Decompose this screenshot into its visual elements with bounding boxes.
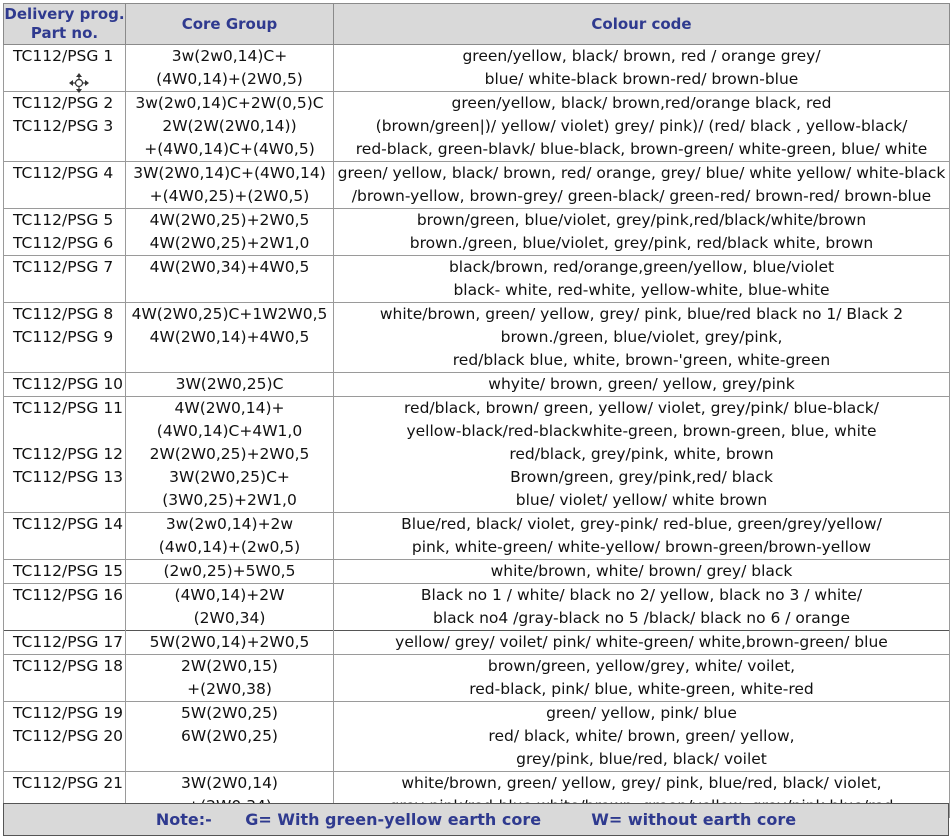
- colour-code-cell: [334, 326, 950, 373]
- colour-code-cell: [334, 584, 950, 631]
- part-no-cell: TC112/PSG 10: [4, 373, 126, 397]
- header-colour-code: Colour code: [334, 4, 950, 45]
- table-row: [4, 373, 950, 397]
- table-row: [4, 115, 950, 162]
- table-row: [4, 513, 950, 560]
- table-row: [4, 326, 950, 373]
- part-no-cell: TC112/PSG 20: [4, 725, 126, 772]
- core-group-cell: [126, 443, 334, 466]
- table-row: [4, 92, 950, 116]
- colour-code-line: brown/green, blue/violet, grey/pink,red/black/white/brown: [416, 211, 867, 229]
- core-group-line: 3W(2W0,14): [181, 774, 278, 792]
- core-group-cell: [126, 725, 334, 772]
- table-row: [4, 655, 950, 702]
- colour-code-line: /brown-yellow, brown-grey/ green-black/ green-red/ brown-red/ brown-blue: [351, 187, 932, 205]
- core-group-cell: [126, 655, 334, 702]
- core-group-line: 5W(2W0,14)+2W0,5: [149, 633, 310, 651]
- colour-code-cell: [334, 45, 950, 92]
- core-group-cell: [126, 702, 334, 726]
- colour-code-cell: [334, 466, 950, 513]
- part-no-cell: TC112/PSG 5: [4, 209, 126, 233]
- core-group-line: +(4W0,14)C+(4W0,5): [144, 140, 315, 158]
- colour-code-line: red/ black, white/ brown, green/ yellow,: [488, 727, 795, 745]
- core-group-cell: [126, 584, 334, 631]
- core-group-line: +(2W0,38): [187, 680, 272, 698]
- table-row: [4, 725, 950, 772]
- part-no-cell: TC112/PSG 16: [4, 584, 126, 631]
- colour-code-line: green/yellow, black/ brown, red / orange grey/: [462, 47, 821, 65]
- colour-code-line: black- white, red-white, yellow-white, blue-white: [453, 281, 830, 299]
- part-no-cell: TC112/PSG 9: [4, 326, 126, 373]
- core-group-cell: [126, 209, 334, 233]
- core-group-line: 4W(2W0,25)+2W0,5: [149, 211, 310, 229]
- core-group-cell: [126, 513, 334, 560]
- colour-code-cell: [334, 162, 950, 209]
- colour-code-line: whyite/ brown, green/ yellow, grey/pink: [488, 375, 795, 393]
- core-group-line: 4W(2W0,25)+2W1,0: [149, 234, 310, 252]
- header-core-group: Core Group: [126, 4, 334, 45]
- colour-code-line: black no4 /gray-black no 5 /black/ black no 6 / orange: [433, 609, 850, 627]
- colour-code-cell: [334, 443, 950, 466]
- part-no-cell: TC112/PSG 12: [4, 443, 126, 466]
- colour-code-line: yellow-black/red-blackwhite-green, brown-green, blue, white: [406, 422, 877, 440]
- colour-code-line: white/brown, white/ brown/ grey/ black: [490, 562, 793, 580]
- colour-code-line: green/ yellow, pink/ blue: [546, 704, 737, 722]
- colour-code-line: blue/ violet/ yellow/ white brown: [515, 491, 768, 509]
- colour-code-line: pink, white-green/ white-yellow/ brown-green/brown-yellow: [411, 538, 872, 556]
- colour-code-line: brown./green, blue/violet, grey/pink,: [500, 328, 783, 346]
- colour-code-cell: [334, 397, 950, 444]
- part-no-cell: TC112/PSG 3: [4, 115, 126, 162]
- core-group-line: (4W0,14)C+4W1,0: [156, 422, 303, 440]
- colour-code-line: red/black, brown/ green, yellow/ violet, grey/pink/ blue-black/: [404, 399, 879, 417]
- part-no-cell: TC112/PSG 13: [4, 466, 126, 513]
- colour-code-cell: [334, 631, 950, 655]
- colour-code-line: black/brown, red/orange,green/yellow, blue/violet: [448, 258, 835, 276]
- colour-code-line: red/black, grey/pink, white, brown: [509, 445, 774, 463]
- table-row: [4, 232, 950, 256]
- part-no-cell: TC112/PSG 1: [4, 45, 126, 92]
- core-group-line: 4W(2W0,14)+: [174, 399, 285, 417]
- colour-code-line: Black no 1 / white/ black no 2/ yellow, black no 3 / white/: [420, 586, 863, 604]
- core-group-line: (3W0,25)+2W1,0: [162, 491, 297, 509]
- table-row: [4, 443, 950, 466]
- core-group-line: 4W(2W0,25)C+1W2W0,5: [131, 305, 328, 323]
- core-group-cell: [126, 466, 334, 513]
- colour-code-cell: [334, 256, 950, 303]
- core-group-cell: [126, 326, 334, 373]
- part-no-cell: TC112/PSG 15: [4, 560, 126, 584]
- core-group-cell: [126, 303, 334, 327]
- table-row: [4, 466, 950, 513]
- colour-code-cell: [334, 725, 950, 772]
- colour-code-line: Brown/green, grey/pink,red/ black: [510, 468, 773, 486]
- colour-code-line: red/black blue, white, brown-'green, white-green: [452, 351, 831, 369]
- part-no-cell: TC112/PSG 8: [4, 303, 126, 327]
- core-group-line: +(4W0,25)+(2W0,5): [149, 187, 310, 205]
- core-group-cell: [126, 560, 334, 584]
- core-group-line: 3W(2W0,25)C: [175, 375, 284, 393]
- core-group-line: 3w(2w0,14)C+: [171, 47, 288, 65]
- note-w-text: W= without earth core: [591, 810, 797, 829]
- core-group-line: 6W(2W0,25): [181, 727, 278, 745]
- table-row: [4, 162, 950, 209]
- core-group-cell: [126, 631, 334, 655]
- colour-code-line: white/brown, green/ yellow, grey/ pink, blue/red, black/ violet,: [401, 774, 882, 792]
- part-no-cell: TC112/PSG 19: [4, 702, 126, 726]
- part-no-cell: TC112/PSG 21: [4, 772, 126, 819]
- table-row: [4, 303, 950, 327]
- core-group-line: (4w0,14)+(2w0,5): [158, 538, 301, 556]
- part-no-cell: TC112/PSG 17: [4, 631, 126, 655]
- colour-code-cell: [334, 92, 950, 116]
- table-row: [4, 631, 950, 655]
- colour-code-cell: [334, 373, 950, 397]
- colour-code-cell: [334, 702, 950, 726]
- table-row: [4, 560, 950, 584]
- header-part-no: [4, 4, 126, 45]
- part-no-cell: TC112/PSG 2: [4, 92, 126, 116]
- colour-code-line: red-black, green-blavk/ blue-black, brown-green/ white-green, blue/ white: [355, 140, 928, 158]
- core-group-line: 2W(2W0,15): [181, 657, 278, 675]
- core-group-cell: [126, 397, 334, 444]
- part-no-cell: TC112/PSG 6: [4, 232, 126, 256]
- colour-code-cell: [334, 232, 950, 256]
- table-row: [4, 45, 950, 92]
- core-group-line: (2W0,34): [193, 609, 266, 627]
- part-no-cell: TC112/PSG 18: [4, 655, 126, 702]
- core-group-cell: [126, 45, 334, 92]
- table-body: [4, 45, 950, 819]
- note-label: Note:-: [155, 810, 212, 829]
- colour-code-cell: [334, 303, 950, 327]
- core-group-cell: [126, 256, 334, 303]
- core-group-line: 2W(2W(2W0,14)): [162, 117, 297, 135]
- table-row: [4, 397, 950, 444]
- core-group-line: (4W0,14)+(2W0,5): [156, 70, 303, 88]
- note-g-text: G= With green-yellow earth core: [245, 810, 542, 829]
- part-no-cell: TC112/PSG 4: [4, 162, 126, 209]
- core-group-line: (2w0,25)+5W0,5: [163, 562, 296, 580]
- core-group-line: 3W(2W0,25)C+: [169, 468, 290, 486]
- cable-colour-code-table: [3, 3, 950, 818]
- core-group-line: 3W(2W0,14)C+(4W0,14): [133, 164, 326, 182]
- core-group-line: 4W(2W0,14)+4W0,5: [149, 328, 310, 346]
- part-no-cell: TC112/PSG 11: [4, 397, 126, 444]
- core-group-line: 5W(2W0,25): [181, 704, 278, 722]
- colour-code-line: Blue/red, black/ violet, grey-pink/ red-blue, green/grey/yellow/: [401, 515, 882, 533]
- core-group-cell: [126, 162, 334, 209]
- move-cursor-icon: [69, 73, 89, 93]
- core-group-cell: [126, 232, 334, 256]
- colour-code-line: brown./green, blue/violet, grey/pink, red/black white, brown: [409, 234, 874, 252]
- header-part-no-line1: Delivery prog.: [4, 5, 125, 23]
- colour-code-line: white/brown, green/ yellow, grey/ pink, blue/red black no 1/ Black 2: [379, 305, 904, 323]
- colour-code-line: green/ yellow, black/ brown, red/ orange, grey/ blue/ white yellow/ white-black: [337, 164, 946, 182]
- core-group-line: (4W0,14)+2W: [174, 586, 285, 604]
- core-group-line: 4W(2W0,34)+4W0,5: [149, 258, 310, 276]
- colour-code-line: blue/ white-black brown-red/ brown-blue: [484, 70, 799, 88]
- colour-code-line: grey/pink, blue/red, black/ voilet: [516, 750, 767, 768]
- header-part-no-line2: Part no.: [30, 24, 99, 42]
- note-bar: [3, 803, 949, 836]
- colour-code-line: green/yellow, black/ brown,red/orange black, red: [451, 94, 832, 112]
- colour-code-cell: [334, 115, 950, 162]
- core-group-line: 3w(2w0,14)+2w: [165, 515, 294, 533]
- table-header-row: [4, 4, 950, 45]
- colour-code-line: yellow/ grey/ voilet/ pink/ white-green/ white,brown-green/ blue: [395, 633, 888, 651]
- colour-code-line: (brown/green|)/ yellow/ violet) grey/ pink)/ (red/ black , yellow-black/: [375, 117, 908, 135]
- core-group-cell: [126, 373, 334, 397]
- core-group-line: 3w(2w0,14)C+2W(0,5)C: [135, 94, 324, 112]
- table-row: [4, 209, 950, 233]
- table-row: [4, 584, 950, 631]
- colour-code-cell: [334, 209, 950, 233]
- colour-code-line: brown/green, yellow/grey, white/ voilet,: [487, 657, 796, 675]
- colour-code-cell: [334, 655, 950, 702]
- colour-code-line: red-black, pink/ blue, white-green, white-red: [469, 680, 814, 698]
- table-row: [4, 256, 950, 303]
- colour-code-cell: [334, 560, 950, 584]
- core-group-line: 2W(2W0,25)+2W0,5: [149, 445, 310, 463]
- part-no-cell: TC112/PSG 14: [4, 513, 126, 560]
- core-group-cell: [126, 92, 334, 116]
- colour-code-cell: [334, 513, 950, 560]
- core-group-cell: [126, 115, 334, 162]
- part-no-cell: TC112/PSG 7: [4, 256, 126, 303]
- table-row: [4, 702, 950, 726]
